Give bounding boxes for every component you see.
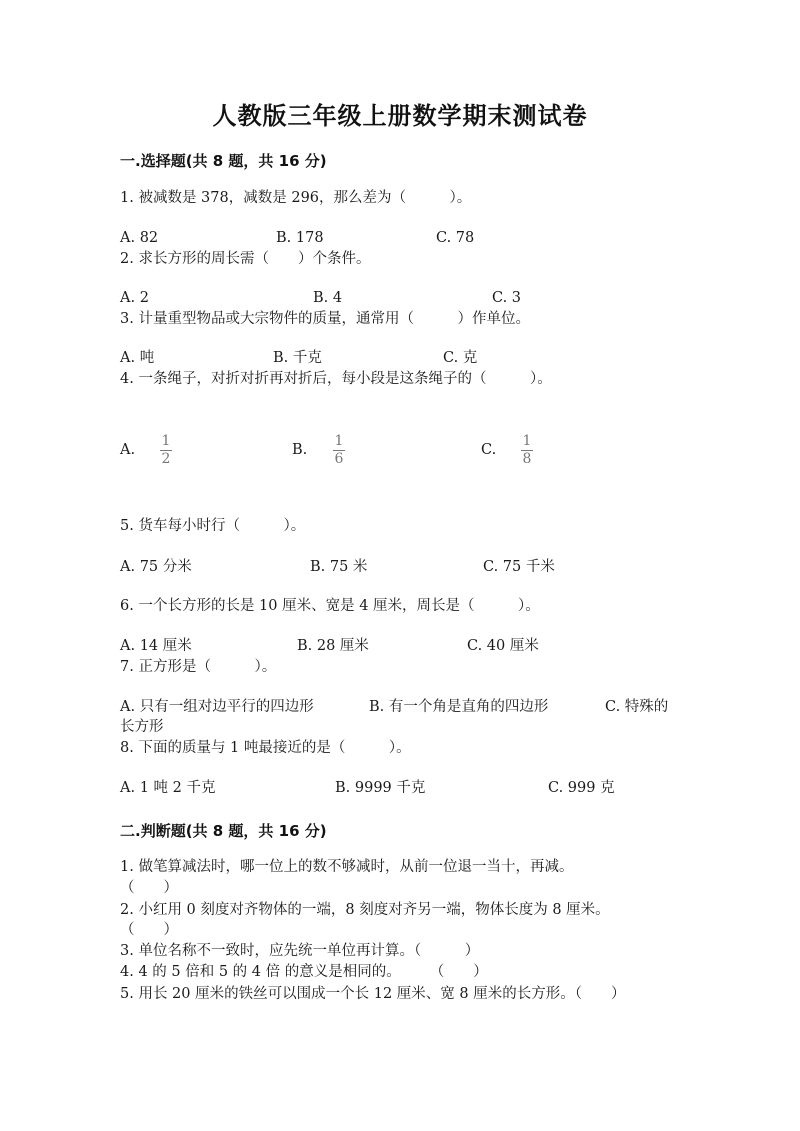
question-8-option-a: A. 1 吨 2 千克 bbox=[120, 780, 216, 796]
question-3-option-a: A. 吨 bbox=[120, 350, 155, 366]
question-8-stem: 8. 下面的质量与 1 吨最接近的是（ ）。 bbox=[120, 740, 411, 756]
question-7-option-c-continued: 长方形 bbox=[120, 719, 164, 735]
tf-question-3-stem: 3. 单位名称不一致时，应先统一单位再计算。（ ） bbox=[120, 943, 480, 959]
tf-question-4-stem: 4. 4 的 5 倍和 5 的 4 倍 的意义是相同的。 （ ） bbox=[120, 964, 488, 980]
fraction-one-half bbox=[160, 434, 172, 466]
question-7-option-b: B. 有一个角是直角的四边形 bbox=[369, 699, 549, 715]
page-title: 人教版三年级上册数学期末测试卷 bbox=[212, 102, 588, 130]
question-5-option-c: C. 75 千米 bbox=[483, 559, 555, 575]
question-4-option-b: B. bbox=[292, 442, 308, 458]
question-5-option-b: B. 75 米 bbox=[310, 559, 368, 575]
question-3-option-b: B. 千克 bbox=[273, 350, 322, 366]
question-4-option-a: A. bbox=[120, 442, 136, 458]
question-1-option-b: B. 178 bbox=[276, 230, 324, 246]
fraction-one-eighth bbox=[521, 434, 533, 466]
question-6-option-a: A. 14 厘米 bbox=[120, 638, 192, 654]
question-6-option-c: C. 40 厘米 bbox=[467, 638, 539, 654]
fraction-denominator: 8 bbox=[522, 451, 532, 467]
tf-question-2-paren: （ ） bbox=[120, 922, 178, 938]
fraction-numerator: 1 bbox=[161, 433, 171, 449]
question-3-stem: 3. 计量重型物品或大宗物件的质量，通常用（ ）作单位。 bbox=[120, 311, 530, 327]
fraction-numerator: 1 bbox=[334, 433, 344, 449]
question-4-option-c: C. bbox=[481, 442, 497, 458]
question-6-option-b: B. 28 厘米 bbox=[297, 638, 369, 654]
fraction-one-sixth bbox=[333, 434, 345, 466]
section-heading-true-false: 二.判断题(共 8 题，共 16 分) bbox=[120, 822, 327, 840]
tf-question-1-stem: 1. 做笔算减法时，哪一位上的数不够减时，从前一位退一当十，再减。 bbox=[120, 859, 574, 875]
fraction-numerator: 1 bbox=[522, 433, 532, 449]
tf-question-5-stem: 5. 用长 20 厘米的铁丝可以围成一个长 12 厘米、宽 8 厘米的长方形。（ ） bbox=[120, 986, 626, 1002]
question-2-option-c: C. 3 bbox=[492, 290, 522, 306]
question-8-option-c: C. 999 克 bbox=[548, 780, 615, 796]
tf-question-2-stem: 2. 小红用 0 刻度对齐物体的一端，8 刻度对齐另一端，物体长度为 8 厘米。 bbox=[120, 902, 610, 918]
question-7-stem: 7. 正方形是（ ）。 bbox=[120, 659, 277, 675]
question-2-option-b: B. 4 bbox=[313, 290, 343, 306]
fraction-denominator: 2 bbox=[161, 451, 171, 467]
question-6-stem: 6. 一个长方形的长是 10 厘米、宽是 4 厘米，周长是（ ）。 bbox=[120, 598, 540, 614]
question-5-stem: 5. 货车每小时行（ ）。 bbox=[120, 518, 306, 534]
question-7-option-c: C. 特殊的 bbox=[605, 699, 669, 715]
question-1-stem: 1. 被减数是 378，减数是 296，那么差为（ ）。 bbox=[120, 190, 472, 206]
question-8-option-b: B. 9999 千克 bbox=[335, 780, 426, 796]
question-2-option-a: A. 2 bbox=[120, 290, 149, 306]
question-1-option-a: A. 82 bbox=[120, 230, 159, 246]
tf-question-1-paren: （ ） bbox=[120, 880, 178, 896]
question-5-option-a: A. 75 分米 bbox=[120, 559, 192, 575]
question-3-option-c: C. 克 bbox=[443, 350, 478, 366]
fraction-denominator: 6 bbox=[334, 451, 344, 467]
question-7-option-a: A. 只有一组对边平行的四边形 bbox=[120, 699, 314, 715]
question-1-option-c: C. 78 bbox=[436, 230, 475, 246]
question-4-stem: 4. 一条绳子，对折对折再对折后，每小段是这条绳子的（ ）。 bbox=[120, 371, 552, 387]
section-heading-choice: 一.选择题(共 8 题，共 16 分) bbox=[120, 152, 327, 170]
question-2-stem: 2. 求长方形的周长需（ ）个条件。 bbox=[120, 251, 371, 267]
